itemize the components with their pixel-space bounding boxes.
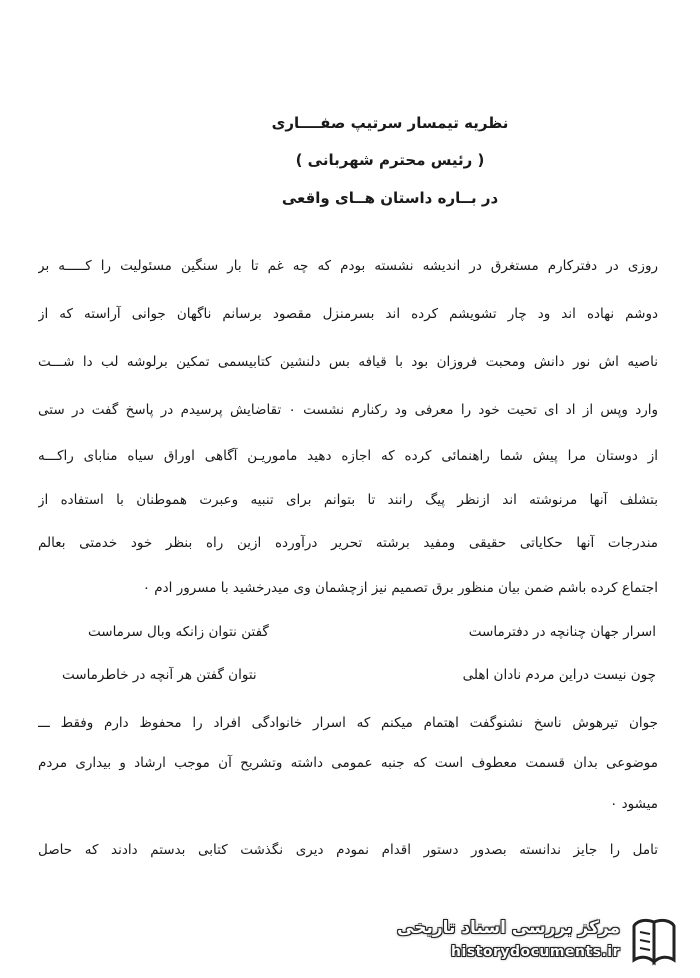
watermark [397,912,690,972]
verse-1-right: اسرار جهان چنانچه در دفترماست [468,624,656,640]
body-line: از دوستان مرا پیش شما راهنمائی کرده که اجازه دهید ماموریـن آگاهی اوراق سیاه منابای راکـــه [38,448,658,464]
body-line: بتشلف آنها مرنوشته اند ازنظر پیگ رانند تا بتوانم برای تنبیه وعبرت هموطنان با استفاده از [38,492,658,508]
body-line: جوان تیرهوش ناسخ نشنوگفت اهتمام میکنم که اسرار خانوادگی افراد را محفوظ دارم وفقط ـــ [38,715,658,731]
watermark-url: historydocuments.ir [451,944,620,960]
watermark-org-name: مرکز بررسی اسناد تاریخی [397,918,620,938]
body-line: مندرجات آنها حکایاتی حقیقی ومفید برشته تحریر درآورده ازین راه بنظر خود خدمتی بعالم [38,535,658,551]
book-pages-icon [630,916,678,968]
title-line-1: نظریه تیمسار سرتیپ صفــــاری [271,114,509,132]
title-line-3: در بــاره داستان هــای واقعی [281,189,499,207]
body-line: ناصیه اش نور دانش ومحبت فروزان بود با قیافه بس دلنشین کتابیسمی تمکین برلوشه لب دا شـــت [38,354,658,370]
title-line-2: ( رئیس محترم شهربانی ) [295,151,485,169]
verse-2-left: نتوان گفتن هر آنچه در خاطرماست [62,667,257,683]
body-line: وارد وپس از اد ای تحیت خود را معرفی ود رکنارم نشست ۰ تقاضایش پرسیدم در پاسخ گفت در ستی [38,402,658,418]
body-line: میشود ۰ [610,796,658,812]
body-line: دوشم نهاده اند ود چار تشویشم کرده اند بسرمنزل مقصود برسانم ناگهان جوانی آراسته که از [38,306,658,322]
body-line: روزی در دفترکارم مستغرق در اندیشه نشسته بودم که چه غم تا بار سنگین مسئولیت را کـــــه بر [38,258,658,274]
body-line: موضوعی بدان قسمت معطوف است که جنبه عمومی داشته وتشریح آن موجب ارشاد و بیداری مردم [38,755,658,771]
body-line: تامل را جایز ندانسته بصدور دستور اقدام نمودم دیری نگذشت کتابی بدستم دادند که حاصل [38,842,658,858]
verse-1-left: گفتن نتوان زانکه وبال سرماست [88,624,269,640]
verse-2-right: چون نیست دراین مردم نادان اهلی [462,667,656,683]
body-line: اجتماع کرده باشم ضمن بیان منظور برق تصمیم نیز ازچشمان وی میدرخشید با مسرور ادم ۰ [142,580,658,596]
